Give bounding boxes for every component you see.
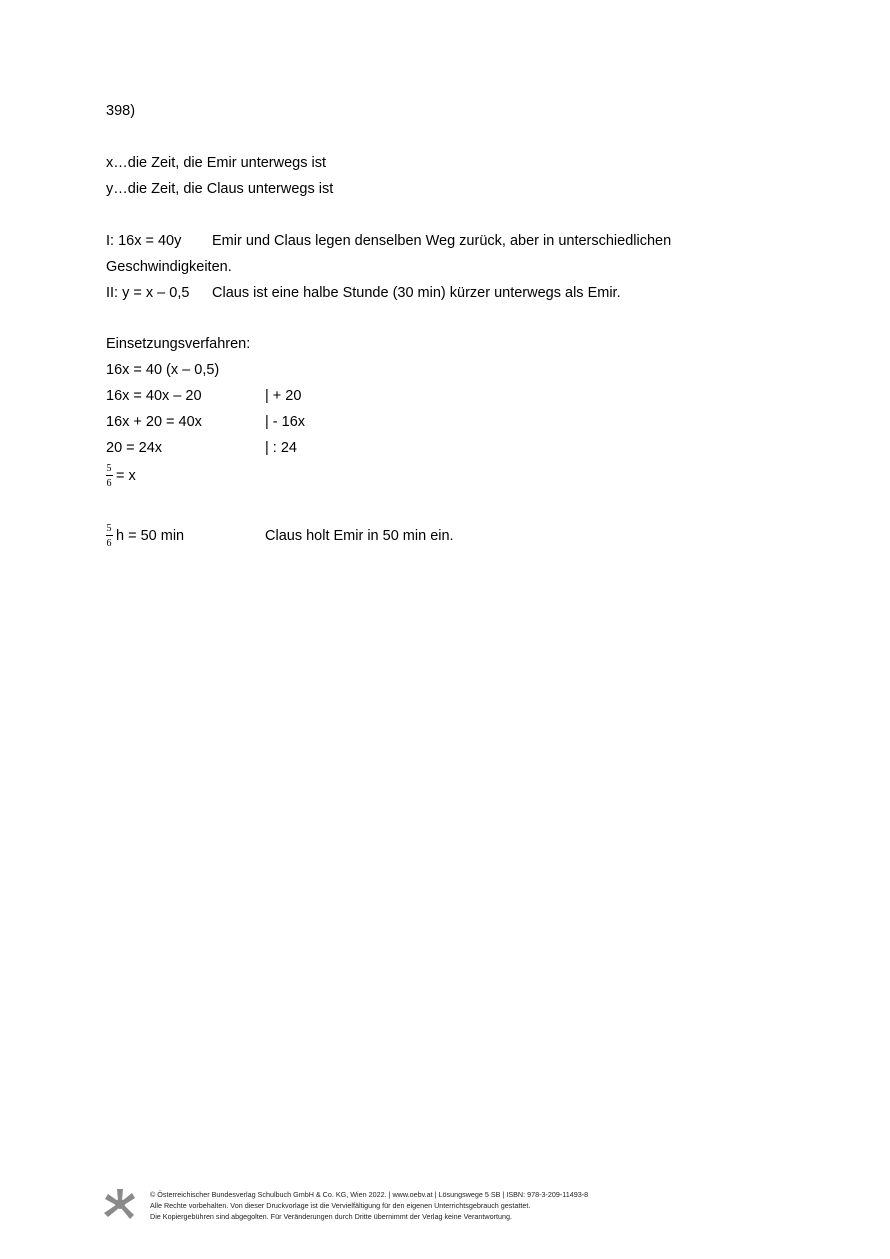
variable-x-definition: x…die Zeit, die Emir unterwegs ist: [106, 155, 326, 171]
method-step-4-operation: | : 24: [265, 440, 297, 456]
method-step-3: 16x + 20 = 40x: [106, 414, 202, 430]
method-step-2: 16x = 40x – 20: [106, 388, 202, 404]
answer-fraction-bar: [106, 535, 113, 536]
method-step-3-operation: | - 16x: [265, 414, 306, 430]
result-equals-x: = x: [116, 468, 136, 484]
method-step-1: 16x = 40 (x – 0,5): [106, 362, 220, 378]
footer-copyright: © Österreichischer Bundesverlag Schulbuch GmbH & Co. KG, Wien 2022. | www.oebv.at | Lösungswege 5 SB | ISBN: 978-3-209-11493-8: [150, 1190, 589, 1199]
answer-value: h = 50 min: [116, 528, 185, 544]
equation-1-description-cont: Geschwindigkeiten.: [106, 259, 232, 275]
variable-y-definition: y…die Zeit, die Claus unterwegs ist: [106, 181, 334, 197]
method-step-2-operation: | + 20: [265, 388, 302, 404]
answer-fraction-denominator: 6: [106, 538, 112, 549]
result-fraction-numerator: 5: [106, 463, 112, 474]
equation-1: I: 16x = 40y: [106, 233, 182, 249]
method-title: Einsetzungsverfahren:: [106, 336, 251, 352]
method-step-4: 20 = 24x: [106, 440, 163, 456]
oebv-asterisk-logo-icon: [104, 1188, 136, 1220]
answer-fraction-numerator: 5: [106, 523, 112, 534]
equation-2: II: y = x – 0,5: [106, 285, 190, 301]
result-fraction-denominator: 6: [106, 478, 112, 489]
exercise-number: 398): [106, 103, 136, 119]
equation-1-description: Emir und Claus legen denselben Weg zurück, aber in unterschiedlichen: [212, 233, 672, 249]
answer-sentence: Claus holt Emir in 50 min ein.: [265, 528, 454, 544]
result-fraction-bar: [106, 475, 113, 476]
equation-2-description: Claus ist eine halbe Stunde (30 min) kürzer unterwegs als Emir.: [212, 285, 621, 301]
footer-rights: Alle Rechte vorbehalten. Von dieser Druckvorlage ist die Vervielfältigung für den eigenen Unterrichtsgebrauch gestattet.: [150, 1201, 531, 1210]
footer-disclaimer: Die Kopiergebühren sind abgegolten. Für Veränderungen durch Dritte übernimmt der Verlag keine Verantwortung.: [150, 1212, 512, 1221]
